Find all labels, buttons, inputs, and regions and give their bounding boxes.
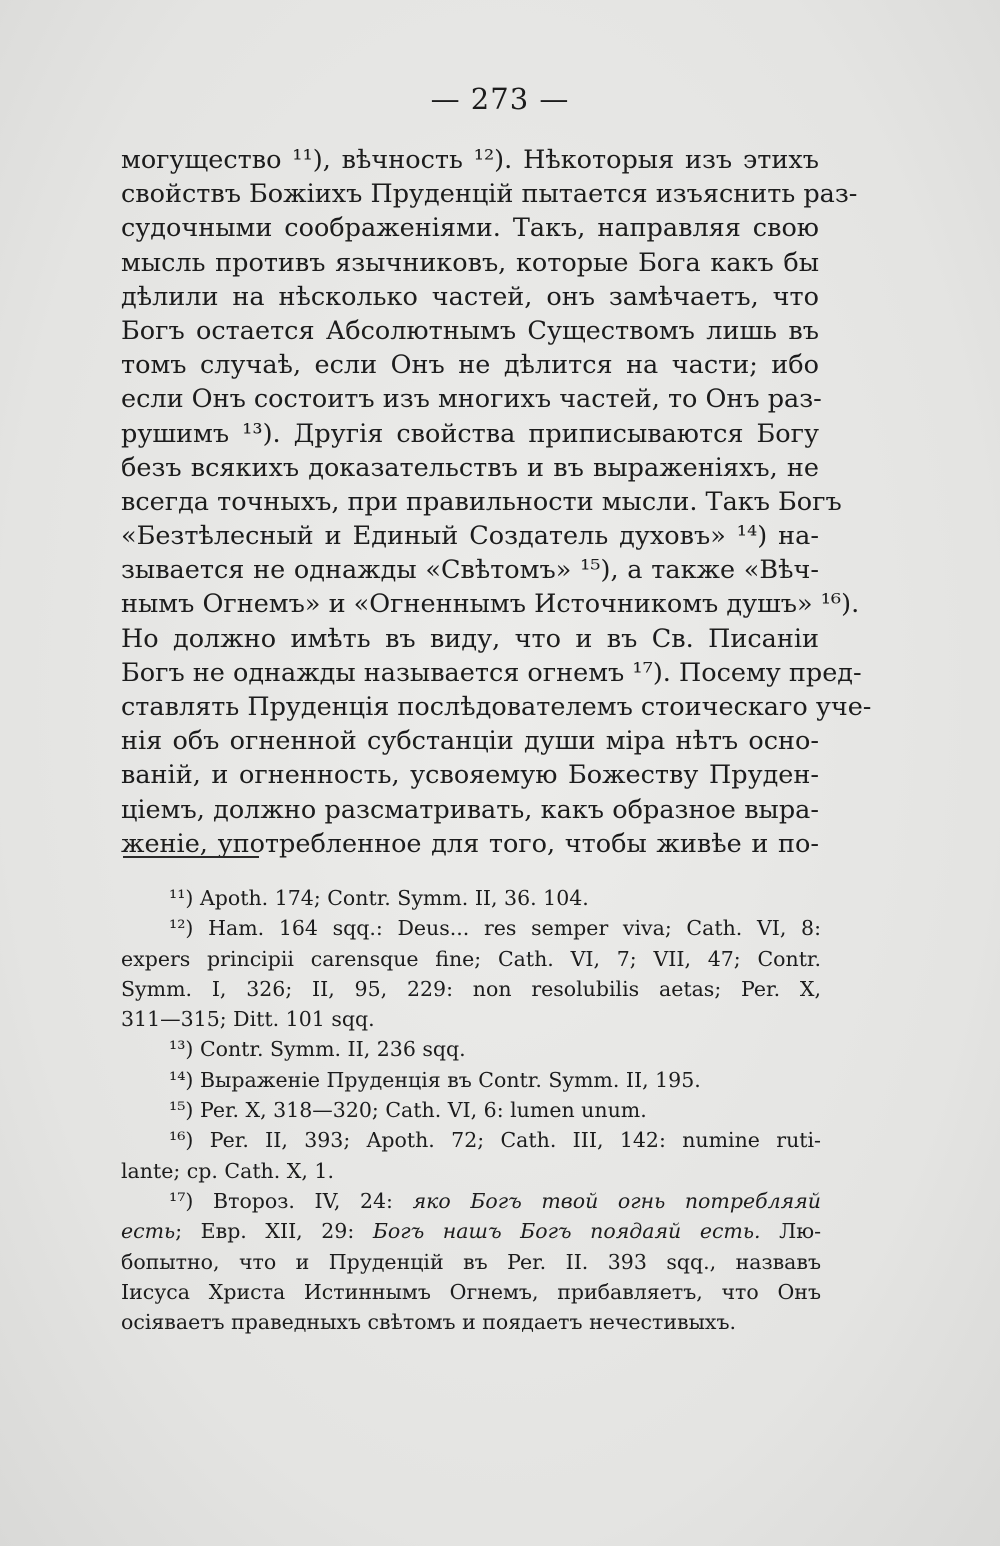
text-line: могущество ¹¹), вѣчность ¹²). Нѣкоторыя изъ этихъ bbox=[121, 145, 819, 175]
footnote-separator bbox=[123, 856, 259, 858]
text-line: дѣлили на нѣсколько частей, онъ замѣчаетъ, что bbox=[121, 281, 819, 312]
footnote-13: ¹³) Contr. Symm. II, 236 sqq. bbox=[169, 1037, 466, 1062]
text-line: Богъ остается Абсолютнымъ Существомъ лишь въ bbox=[121, 315, 819, 346]
footnote-17-quote: есть bbox=[121, 1219, 176, 1244]
text-line: Богъ не однажды называется огнемъ ¹⁷). Посему пред- bbox=[121, 657, 862, 688]
footnote-12-cont: Symm. I, 326; II, 95, 229: non resolubilis aetas; Per. X, bbox=[121, 976, 821, 1001]
footnote-17-cont bbox=[121, 1216, 821, 1246]
footnote-17-quote: Богъ нашъ Богъ поядаяй есть. bbox=[372, 1219, 761, 1244]
text-line: Но должно имѣть въ виду, что и въ Св. Писаніи bbox=[121, 623, 819, 654]
text-line: свойствъ Божіихъ Пруденцій пытается изъяснить раз- bbox=[121, 179, 858, 210]
footnote-17-text: ¹⁷) Второз. IV, 24: bbox=[169, 1188, 413, 1213]
footnote-16: ¹⁶) Per. II, 393; Apoth. 72; Cath. III, 142: numine ruti- bbox=[169, 1128, 821, 1153]
footnote-17 bbox=[121, 1186, 821, 1216]
footnote-17-text: Лю- bbox=[760, 1219, 822, 1244]
footnote-17-quote: яко Богъ твой огнь потребляяй bbox=[412, 1188, 821, 1213]
text-line: нымъ Огнемъ» и «Огненнымъ Источникомъ душъ» ¹⁶). bbox=[121, 589, 860, 620]
footnote-12-cont: expers principii carensque fine; Cath. VI, 7; VII, 47; Contr. bbox=[121, 946, 821, 971]
text-line: всегда точныхъ, при правильности мысли. Такъ Богъ bbox=[121, 486, 842, 517]
footnote-14: ¹⁴) Выраженіе Пруденція въ Contr. Symm. II, 195. bbox=[169, 1067, 701, 1092]
text-line: женіе, употребленное для того, чтобы живѣе и по- bbox=[121, 828, 819, 859]
footnote-15: ¹⁵) Per. X, 318—320; Cath. VI, 6: lumen unum. bbox=[169, 1098, 647, 1123]
footnote-17-cont: осіяваетъ праведныхъ свѣтомъ и поядаетъ нечестивыхъ. bbox=[121, 1310, 737, 1335]
text-line: безъ всякихъ доказательствъ и въ выраженіяхъ, не bbox=[121, 452, 819, 483]
text-line: «Безтѣлесный и Единый Создатель духовъ» ¹⁴) на- bbox=[121, 521, 819, 552]
text-line: зывается не однажды «Свѣтомъ» ¹⁵), а также «Вѣч- bbox=[121, 555, 819, 586]
main-text bbox=[121, 143, 872, 861]
footnote-17-cont: бопытно, что и Пруденцій въ Per. II. 393 sqq., назвавъ bbox=[121, 1249, 821, 1274]
footnote-11: ¹¹) Apoth. 174; Contr. Symm. II, 36. 104. bbox=[169, 886, 589, 910]
text-line: судочными соображеніями. Такъ, направляя свою bbox=[121, 213, 819, 244]
footnote-17-cont: Іисуса Христа Истиннымъ Огнемъ, прибавляетъ, что Онъ bbox=[121, 1279, 821, 1304]
text-line: ваній, и огненность, усвояемую Божеству Пруден- bbox=[121, 760, 819, 791]
text-line: ціемъ, должно разсматривать, какъ образное выра- bbox=[121, 794, 819, 825]
footnotes bbox=[121, 883, 821, 1337]
footnote-17-text: ; Евр. XII, 29: bbox=[175, 1219, 373, 1244]
text-line: мысль противъ язычниковъ, которые Бога какъ бы bbox=[121, 247, 819, 278]
text-line: рушимъ ¹³). Другія свойства приписываются Богу bbox=[121, 418, 819, 449]
footnote-12: ¹²) Ham. 164 sqq.: Deus... res semper viva; Cath. VI, 8: bbox=[169, 916, 821, 941]
text-line: томъ случаѣ, если Онъ не дѣлится на части; ибо bbox=[121, 350, 819, 381]
page-number: — 273 — bbox=[430, 82, 570, 116]
footnote-12-cont: 311—315; Ditt. 101 sqq. bbox=[121, 1007, 375, 1032]
footnote-16-cont: lante; cp. Cath. X, 1. bbox=[121, 1158, 334, 1183]
text-line: ставлять Пруденція послѣдователемъ стоическаго уче- bbox=[121, 692, 872, 722]
text-line: нія объ огненной субстанціи души міра нѣтъ осно- bbox=[121, 726, 819, 757]
text-line: если Онъ состоитъ изъ многихъ частей, то Онъ раз- bbox=[121, 384, 822, 415]
